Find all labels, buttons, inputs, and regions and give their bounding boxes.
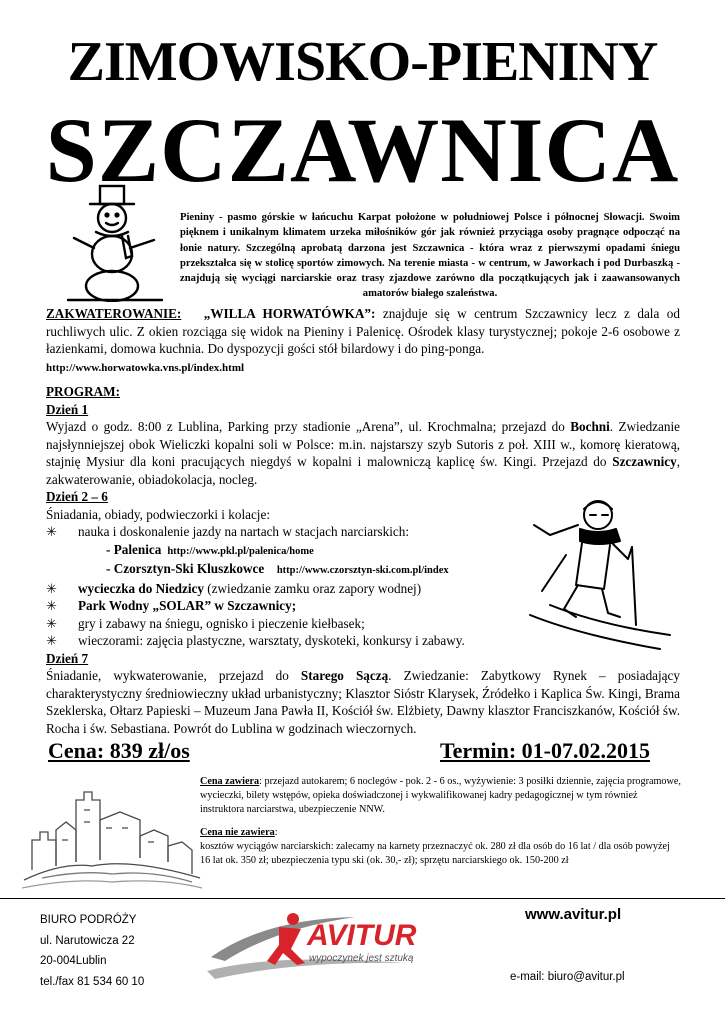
office-name: BIURO PODRÓŻY bbox=[40, 914, 137, 926]
accommodation-label: ZAKWATEROWANIE: bbox=[46, 306, 182, 321]
price-heading: Cena: 839 zł/os bbox=[48, 738, 190, 763]
day1-text: Wyjazd o godz. 8:00 z Lublina, Parking przy stadionie „Arena”, ul. Krochmalna; przejazd do Bochni. Zwiedzanie najsłynniejszej obok Wieliczki kopalni soli w Polsce: m.in. najstarszy szyb Sutoris z poł. XIII w., komorę kieratową, stajnię Mysiur dla koni pracujących niegdyś w kopalni i malowniczą kaplicę św. Kingi. Przejazd do Szczawnicy, zakwaterowanie, obiadokolacja, nocleg. bbox=[46, 419, 680, 487]
ski-station-czorsztyn: - Czorsztyn-Ski Kluszkowce http://www.czorsztyn-ski.com.pl/index bbox=[106, 561, 449, 576]
title-line-2: SZCZAWNICA bbox=[45, 99, 680, 201]
asterisk-icon: ✳ bbox=[46, 580, 58, 596]
accommodation-text: znajduje się w centrum Szczawnicy lecz z dala od ruchliwych ulic. Z okien rozciąga się widok na Pieniny i Palenicę. Ośrodek klasy turystycznej; pokoje 2-6 osobowe z łazienkami, domowa kuchnia. Do dyspozycji gości stół bilardowy i do ping-ponga. bbox=[46, 306, 680, 356]
list-item: ✳ wieczorami: zajęcia plastyczne, warsztaty, dyskoteki, konkursy i zabawy. bbox=[46, 633, 465, 648]
day1-label: Dzień 1 bbox=[46, 401, 89, 417]
snowman-icon bbox=[62, 182, 172, 302]
castle-illustration bbox=[22, 770, 202, 890]
office-city: 20-004Lublin bbox=[40, 955, 107, 967]
czorsztyn-link[interactable]: http://www.czorsztyn-ski.com.pl/index bbox=[276, 565, 449, 576]
ski-station-palenica: - Palenica http://www.pkl.pl/palenica/home bbox=[106, 541, 314, 557]
asterisk-icon: ✳ bbox=[46, 598, 58, 613]
avitur-logo bbox=[205, 905, 435, 985]
asterisk-icon: ✳ bbox=[46, 524, 58, 539]
footer-divider bbox=[0, 898, 725, 899]
price-excludes-label: Cena nie zawiera: bbox=[200, 826, 278, 838]
footer-address bbox=[40, 910, 144, 992]
list-item: ✳ Park Wodny „SOLAR” w Szczawnicy; bbox=[46, 598, 297, 613]
list-item: ✳ nauka i doskonalenie jazdy na nartach w stacjach narciarskich: bbox=[46, 524, 410, 539]
svg-text:AVITUR: AVITUR bbox=[307, 919, 417, 952]
day7-label: Dzień 7 bbox=[46, 650, 89, 666]
accommodation-name: „WILLA HORWATÓWKA”: bbox=[203, 306, 376, 321]
asterisk-icon: ✳ bbox=[46, 615, 58, 631]
price-excludes: kosztów wyciągów narciarskich: zalecamy na karnety przeznaczyć ok. 280 zł dla osób do 16 lat / dla osób powyżej 16 lat ok. 350 zł; ubezpieczenia typu ski (ok. 30,- zł); sprzętu narciarskiego ok. 150-200 zł bbox=[200, 840, 670, 867]
term-heading: Termin: 01-07.02.2015 bbox=[440, 738, 651, 763]
skier-icon bbox=[520, 485, 680, 655]
price-includes: Cena zawiera: przejazd autokarem; 6 noclegów - pok. 2 - 6 os., wyżywienie: 3 posiłki dziennie, zajęcia programowe, wycieczki, bilety wstępów, opieka doświadczonej i wykwalifikowanej kadry pedagogicznej w tym również instruktora narciarstwa, ubezpieczenie NNW. bbox=[200, 776, 681, 816]
day2-intro: Śniadania, obiady, podwieczorki i kolacje: bbox=[46, 506, 270, 522]
program-label: PROGRAM: bbox=[46, 384, 120, 399]
list-item: ✳ gry i zabawy na śniegu, ognisko i pieczenie kiełbasek; bbox=[46, 615, 365, 631]
list-item: ✳ wycieczka do Niedzicy (zwiedzanie zamku oraz zapory wodnej) bbox=[46, 580, 422, 596]
intro-paragraph: Pieniny - pasmo górskie w łańcuchu Karpat położone w południowej Polsce i północnej Słowacji. Swoim pięknem i unikalnym klimatem urzeka miłośników gór jak również przyciąga osoby pragnące odpocząć na łonie natury. Szczególną aprobatą darzona jest Szczawnica - która wraz z pierwszymi opadami śniegu przekształca się w stolicę sportów zimowych. Na terenie miasta - w centrum, w Jaworkach i pod Durbaszką - znajdują się wyciągi narciarskie oraz trasy zjazdowe zarówno dla początkujących jak i zaawansowanych amatorów białego szaleństwa. bbox=[180, 212, 680, 300]
accommodation-section bbox=[46, 305, 680, 377]
day2-label: Dzień 2 – 6 bbox=[46, 489, 108, 504]
price-details bbox=[200, 775, 682, 868]
day7-text: Śniadanie, wykwaterowanie, przejazd do Starego Sączą. Zwiedzanie: Zabytkowy Rynek – posiadający charakterystyczny średniowieczny układ urbanistyczny; Klasztor Sióstr Klarysek, Źródełko i Kaplica Św. Kingi, Brama Szeklerska, Ołtarz Papieski – Muzeum Jana Pawła II, Kościół św. Elżbiety, Dawny klasztor Franciszkanów, Kościół św. Rocha i św. Sebastiana. Powrót do Lublina w godzinach wieczornych. bbox=[46, 668, 680, 736]
title-line-1: ZIMOWISKO-PIENINY bbox=[67, 31, 658, 93]
email-link[interactable]: e-mail: biuro@avitur.pl bbox=[510, 971, 625, 983]
palenica-link[interactable]: http://www.pkl.pl/palenica/home bbox=[167, 545, 314, 557]
accommodation-link[interactable]: http://www.horwatowka.vns.pl/index.html bbox=[46, 361, 245, 374]
svg-text:wypoczynek jest sztuką: wypoczynek jest sztuką bbox=[309, 953, 414, 964]
website-link[interactable]: www.avitur.pl bbox=[525, 906, 622, 923]
asterisk-icon: ✳ bbox=[46, 633, 58, 648]
office-phone: tel./fax 81 534 60 10 bbox=[40, 975, 145, 988]
office-street: ul. Narutowicza 22 bbox=[40, 934, 135, 947]
